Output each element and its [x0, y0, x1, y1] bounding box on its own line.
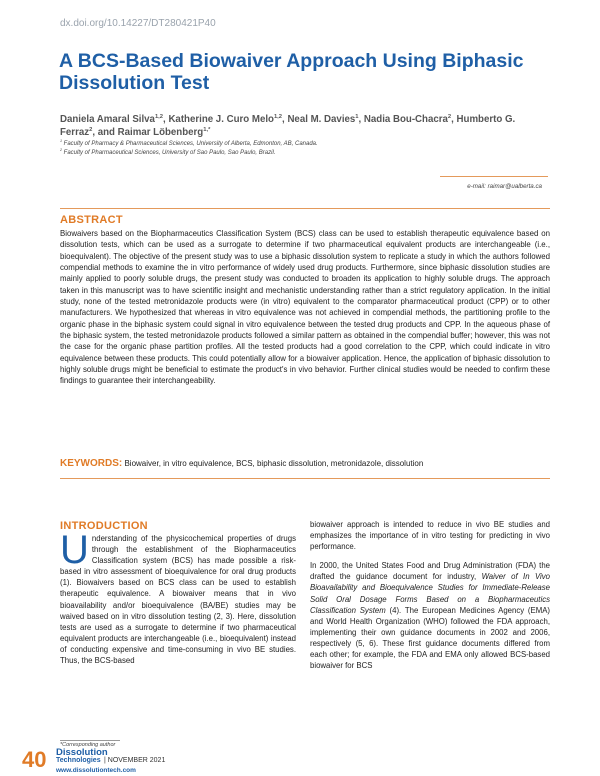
doi-link[interactable]: dx.doi.org/10.14227/DT280421P40 [60, 18, 216, 29]
intro-paragraph-2: biowaiver approach is intended to reduce in vivo BE studies and emphasizes the importance of in vitro testing for predicting in vivo performance. [310, 520, 550, 552]
journal-logo-line-2: Technologies [56, 757, 101, 764]
author-affiliation-sup: 2 [447, 113, 452, 120]
author-affiliation-sup: 1 [355, 113, 359, 120]
intro-paragraph-3-part-b: (4). The European Medicines Agency (EMA) and World Health Organization (WHO) followed the FDA approach, implementing their own guidance documents in 2002 and 2006, respectively (5, 6). These first guidance documents differed from each other; for example, the FDA and EMA only allowed BCS-based biowaiver for BCS [310, 605, 551, 671]
author-name: Raimar Löbenberg [117, 127, 204, 138]
drop-cap: U [60, 528, 89, 572]
author-name: Katherine J. Curo Melo [168, 114, 274, 125]
abstract-heading: ABSTRACT [60, 214, 123, 226]
author-name: Humberto G. Ferraz [60, 114, 516, 138]
intro-right-column [310, 519, 550, 671]
keywords-divider [60, 478, 550, 479]
keywords-label: KEYWORDS: [60, 458, 123, 469]
introduction-heading: INTRODUCTION [60, 520, 148, 532]
affiliation-1 [60, 140, 540, 148]
author-affiliation-sup: 1,2 [154, 113, 164, 120]
footnote: *Corresponding author [60, 742, 116, 748]
author-name: Neal M. Davies [287, 114, 356, 125]
affiliation-number: 1 [60, 139, 62, 143]
article-title: A BCS-Based Biowaiver Approach Using Biphasic Dissolution Test [59, 50, 524, 94]
intro-paragraph-3 [310, 560, 550, 671]
intro-paragraph-1: nderstanding of the physicochemical properties of drugs through the establishment of the Biopharmaceutics Classification system (BCS) has made possible a risk-based in vitro assessment of bioequivalence for oral drug products (1). Biowaivers based on BCS class can be used to establish therapeutic equivalence. A biowaiver means that in vivo bioavailability and/or bioequivalence (BA/BE) studies may be waived based on in vitro dissolution testing (2, 3). Here, dissolution tests are used as a surrogate to determine if two pharmaceutical equivalent products are interchangeable (i.e., bioequivalent) instead of conducting expensive and time-consuming in vivo BE studies. Thus, the BCS-based [60, 534, 296, 666]
author-list: Daniela Amaral Silva$^{1,2}$, Katherine J. Curo Melo$^{1,2}$, Neal M. Davies$^1$, Nadia Bou-Chacra$^2$, Humberto G. Ferraz$^2$, and Raimar Löbenberg$^{1,*}$ [60, 113, 516, 138]
abstract-divider [60, 208, 550, 209]
footnote-divider [60, 740, 120, 741]
email-divider [440, 176, 548, 177]
keywords [60, 458, 560, 469]
intro-paragraph-3-part-a: In 2000, the United States Food and Drug Administration (FDA) the drafted the guidance document for industry, [310, 561, 550, 582]
affiliation-text: Faculty of Pharmaceutical Sciences, University of Sao Paulo, Sao Paulo, Brazil. [63, 150, 276, 156]
keywords-text: Biowaiver, in vitro equivalence, BCS, biphasic dissolution, metronidazole, dissolution [124, 459, 424, 468]
issue-date-text: NOVEMBER 2021 [107, 757, 166, 764]
corresponding-email[interactable]: e-mail: raimar@ualberta.ca [467, 183, 542, 190]
affiliation-2 [60, 149, 540, 157]
guidance-title: Waiver of In Vivo Bioavailability and Bioequivalence Studies for Immediate-Release Solid Oral Dosage Forms Based on a Biopharmaceutics Classification System [310, 572, 550, 615]
journal-logo-line-1: Dissolution [56, 747, 108, 758]
page-number: 40 [22, 747, 47, 772]
author-affiliation-sup: 1,* [203, 126, 211, 133]
intro-left-column [60, 528, 296, 666]
affiliation-number: 2 [60, 148, 62, 152]
author-affiliation-sup: 1,2 [273, 113, 283, 120]
abstract-text: Biowaivers based on the Biopharmaceutics Classification System (BCS) class can be used to establish therapeutic equivalence based on dissolution tests, which can be used as a surrogate to determine if two pharmaceutical equivalent products are interchangeable (i.e., bioequivalent). The objective of the present study was to use a biphasic dissolution system to replicate a study in which the authors followed compendial methods to examine the in vitro performance of widely used drug products. Furthermore, since biphasic dissolution studies are mainly applied to poorly soluble drugs, the present study was conducted to broaden its application to highly soluble drugs. The approach taken in this manuscript was to have scientific insight and mechanistic understanding rather than a strict regulatory application. In the initial study, none of the tested metronidazole products were (in vitro) equivalent to the comparator pharmaceutical product (CPP) or to other manufacturers. We hypothesized that whereas in vitro equivalence was not achieved in compendial methods, the partitioning profile to the organic phase in the biphasic system could signal in vitro equivalence between the tested drug products and CPP. In the aqueous phase of the biphasic system, the tested metronidazole products followed a similar pattern as obtained in the compendial buffer; however, this was not the case for the organic phase partition profiles. All the tested products had a good correlation to the CPP, which could indicate in vitro equivalence between these products. This could potentially allow for a biowaiver application. Hence, the application of biphasic dissolution to highly soluble drugs might be beneficial to estimate the product's in vivo behavior. Further clinical studies would be needed to confirm these findings to guarantee their interchangeability. [60, 229, 550, 386]
journal-website[interactable]: www.dissolutiontech.com [56, 767, 136, 774]
affiliation-text: Faculty of Pharmacy & Pharmaceutical Sciences, University of Alberta, Edmonton, AB, Canada. [63, 141, 318, 147]
author-name: Daniela Amaral Silva [60, 114, 155, 125]
issue-date: | NOVEMBER 2021 [104, 757, 166, 764]
author-affiliation-sup: 2 [89, 126, 93, 133]
author-name: Nadia Bou-Chacra [363, 114, 448, 125]
